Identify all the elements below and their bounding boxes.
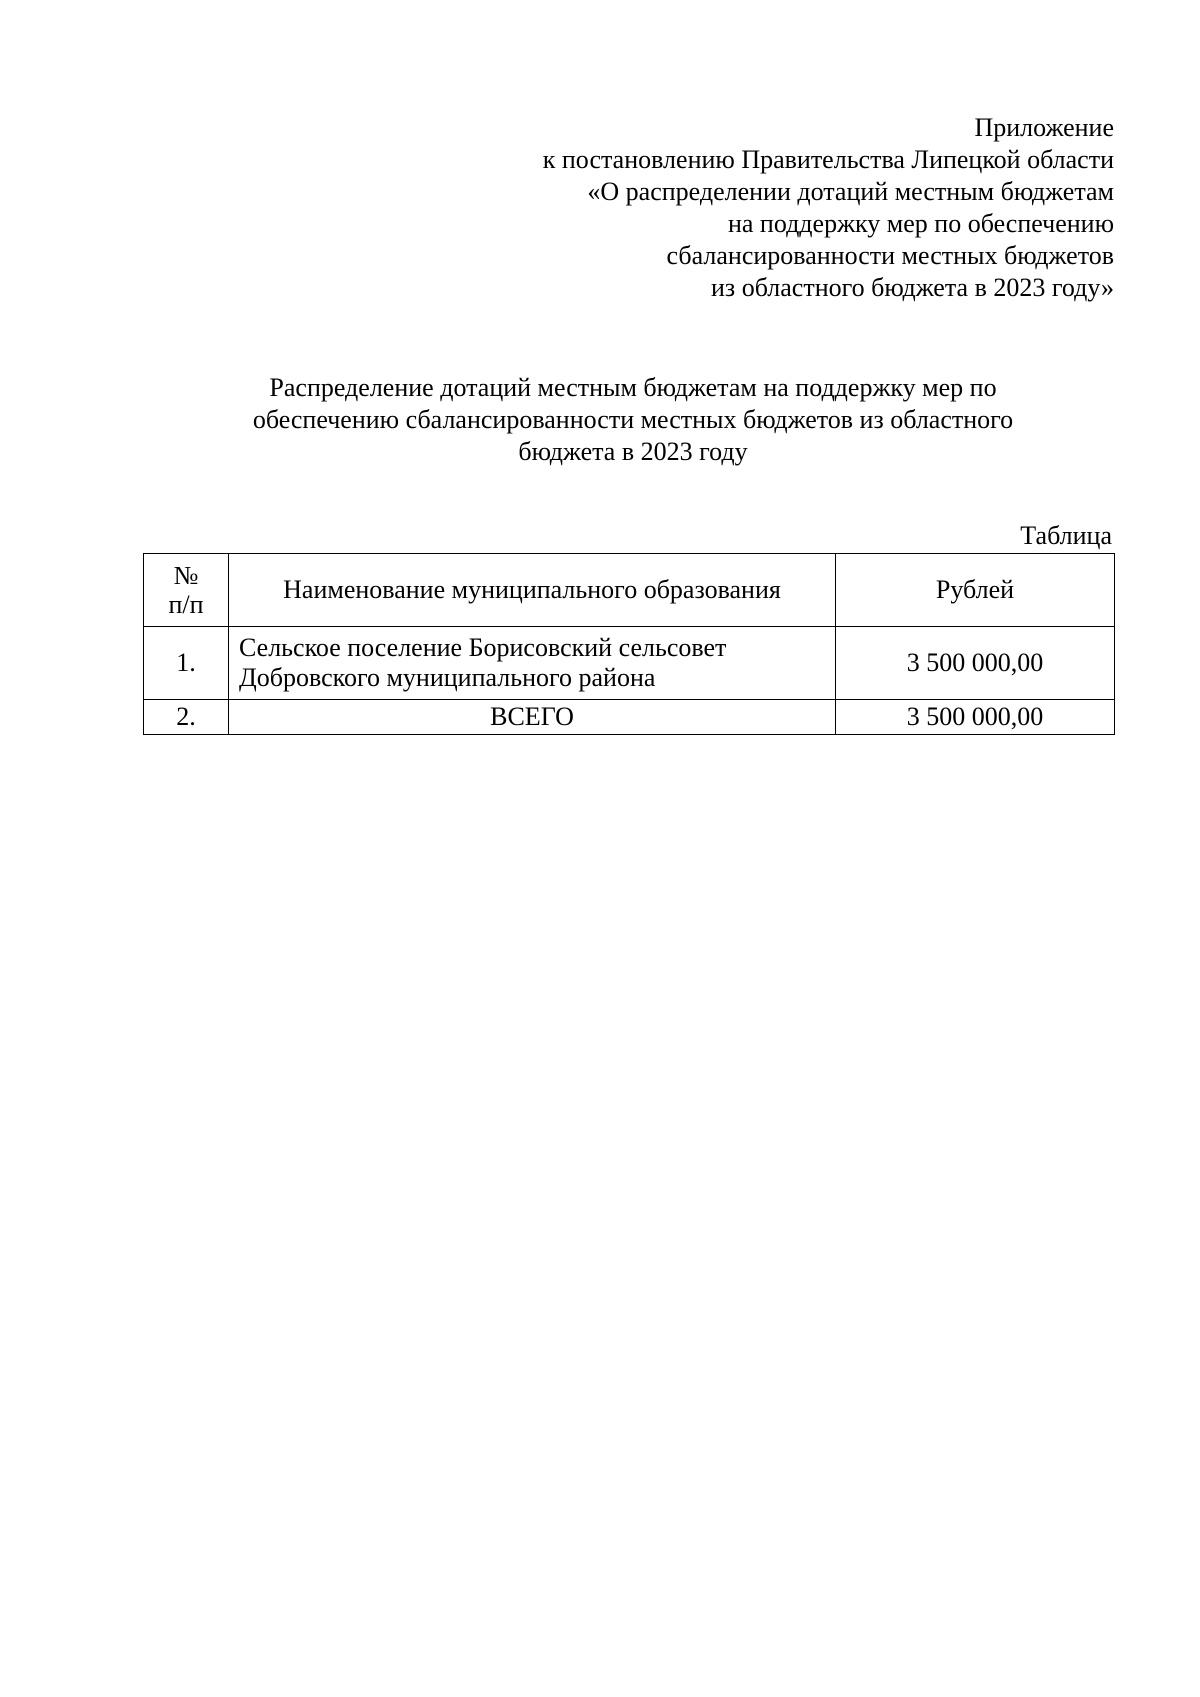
row-sum: 3 500 000,00 bbox=[836, 627, 1115, 700]
table-header-row bbox=[144, 554, 1115, 627]
header-number-sign: № bbox=[173, 561, 199, 590]
row-name-line: Добровского муниципального района bbox=[239, 663, 656, 692]
title-line: обеспечению сбалансированности местных бюджетов из областного bbox=[252, 405, 1014, 434]
title-line: Распределение дотаций местным бюджетам на поддержку мер по bbox=[269, 373, 997, 402]
header-number-abbr: п/п bbox=[168, 590, 204, 619]
table-row bbox=[144, 627, 1115, 700]
annex-line: сбалансированности местных бюджетов bbox=[666, 241, 1114, 270]
row-number: 1. bbox=[144, 627, 229, 700]
header-number bbox=[144, 554, 229, 627]
annex-line: Приложение bbox=[974, 113, 1114, 142]
annex-header bbox=[354, 112, 1114, 304]
table-row-total bbox=[144, 700, 1115, 735]
annex-line: из областного бюджета в 2023 году» bbox=[711, 273, 1114, 302]
annex-line: «О распределении дотаций местным бюджетам bbox=[587, 177, 1114, 206]
row-number: 2. bbox=[144, 700, 229, 735]
allocation-table bbox=[143, 553, 1115, 735]
title-line: бюджета в 2023 году bbox=[518, 437, 748, 466]
row-sum-total: 3 500 000,00 bbox=[836, 700, 1115, 735]
annex-line: на поддержку мер по обеспечению bbox=[727, 209, 1114, 238]
header-sum: Рублей bbox=[836, 554, 1115, 627]
annex-line: к постановлению Правительства Липецкой области bbox=[542, 145, 1114, 174]
row-name-line: Сельское поселение Борисовский сельсовет bbox=[239, 633, 727, 662]
row-name-total: ВСЕГО bbox=[229, 700, 836, 735]
header-name: Наименование муниципального образования bbox=[229, 554, 836, 627]
table-caption: Таблица bbox=[1020, 521, 1112, 550]
row-name bbox=[229, 627, 836, 700]
document-title bbox=[143, 372, 1123, 468]
